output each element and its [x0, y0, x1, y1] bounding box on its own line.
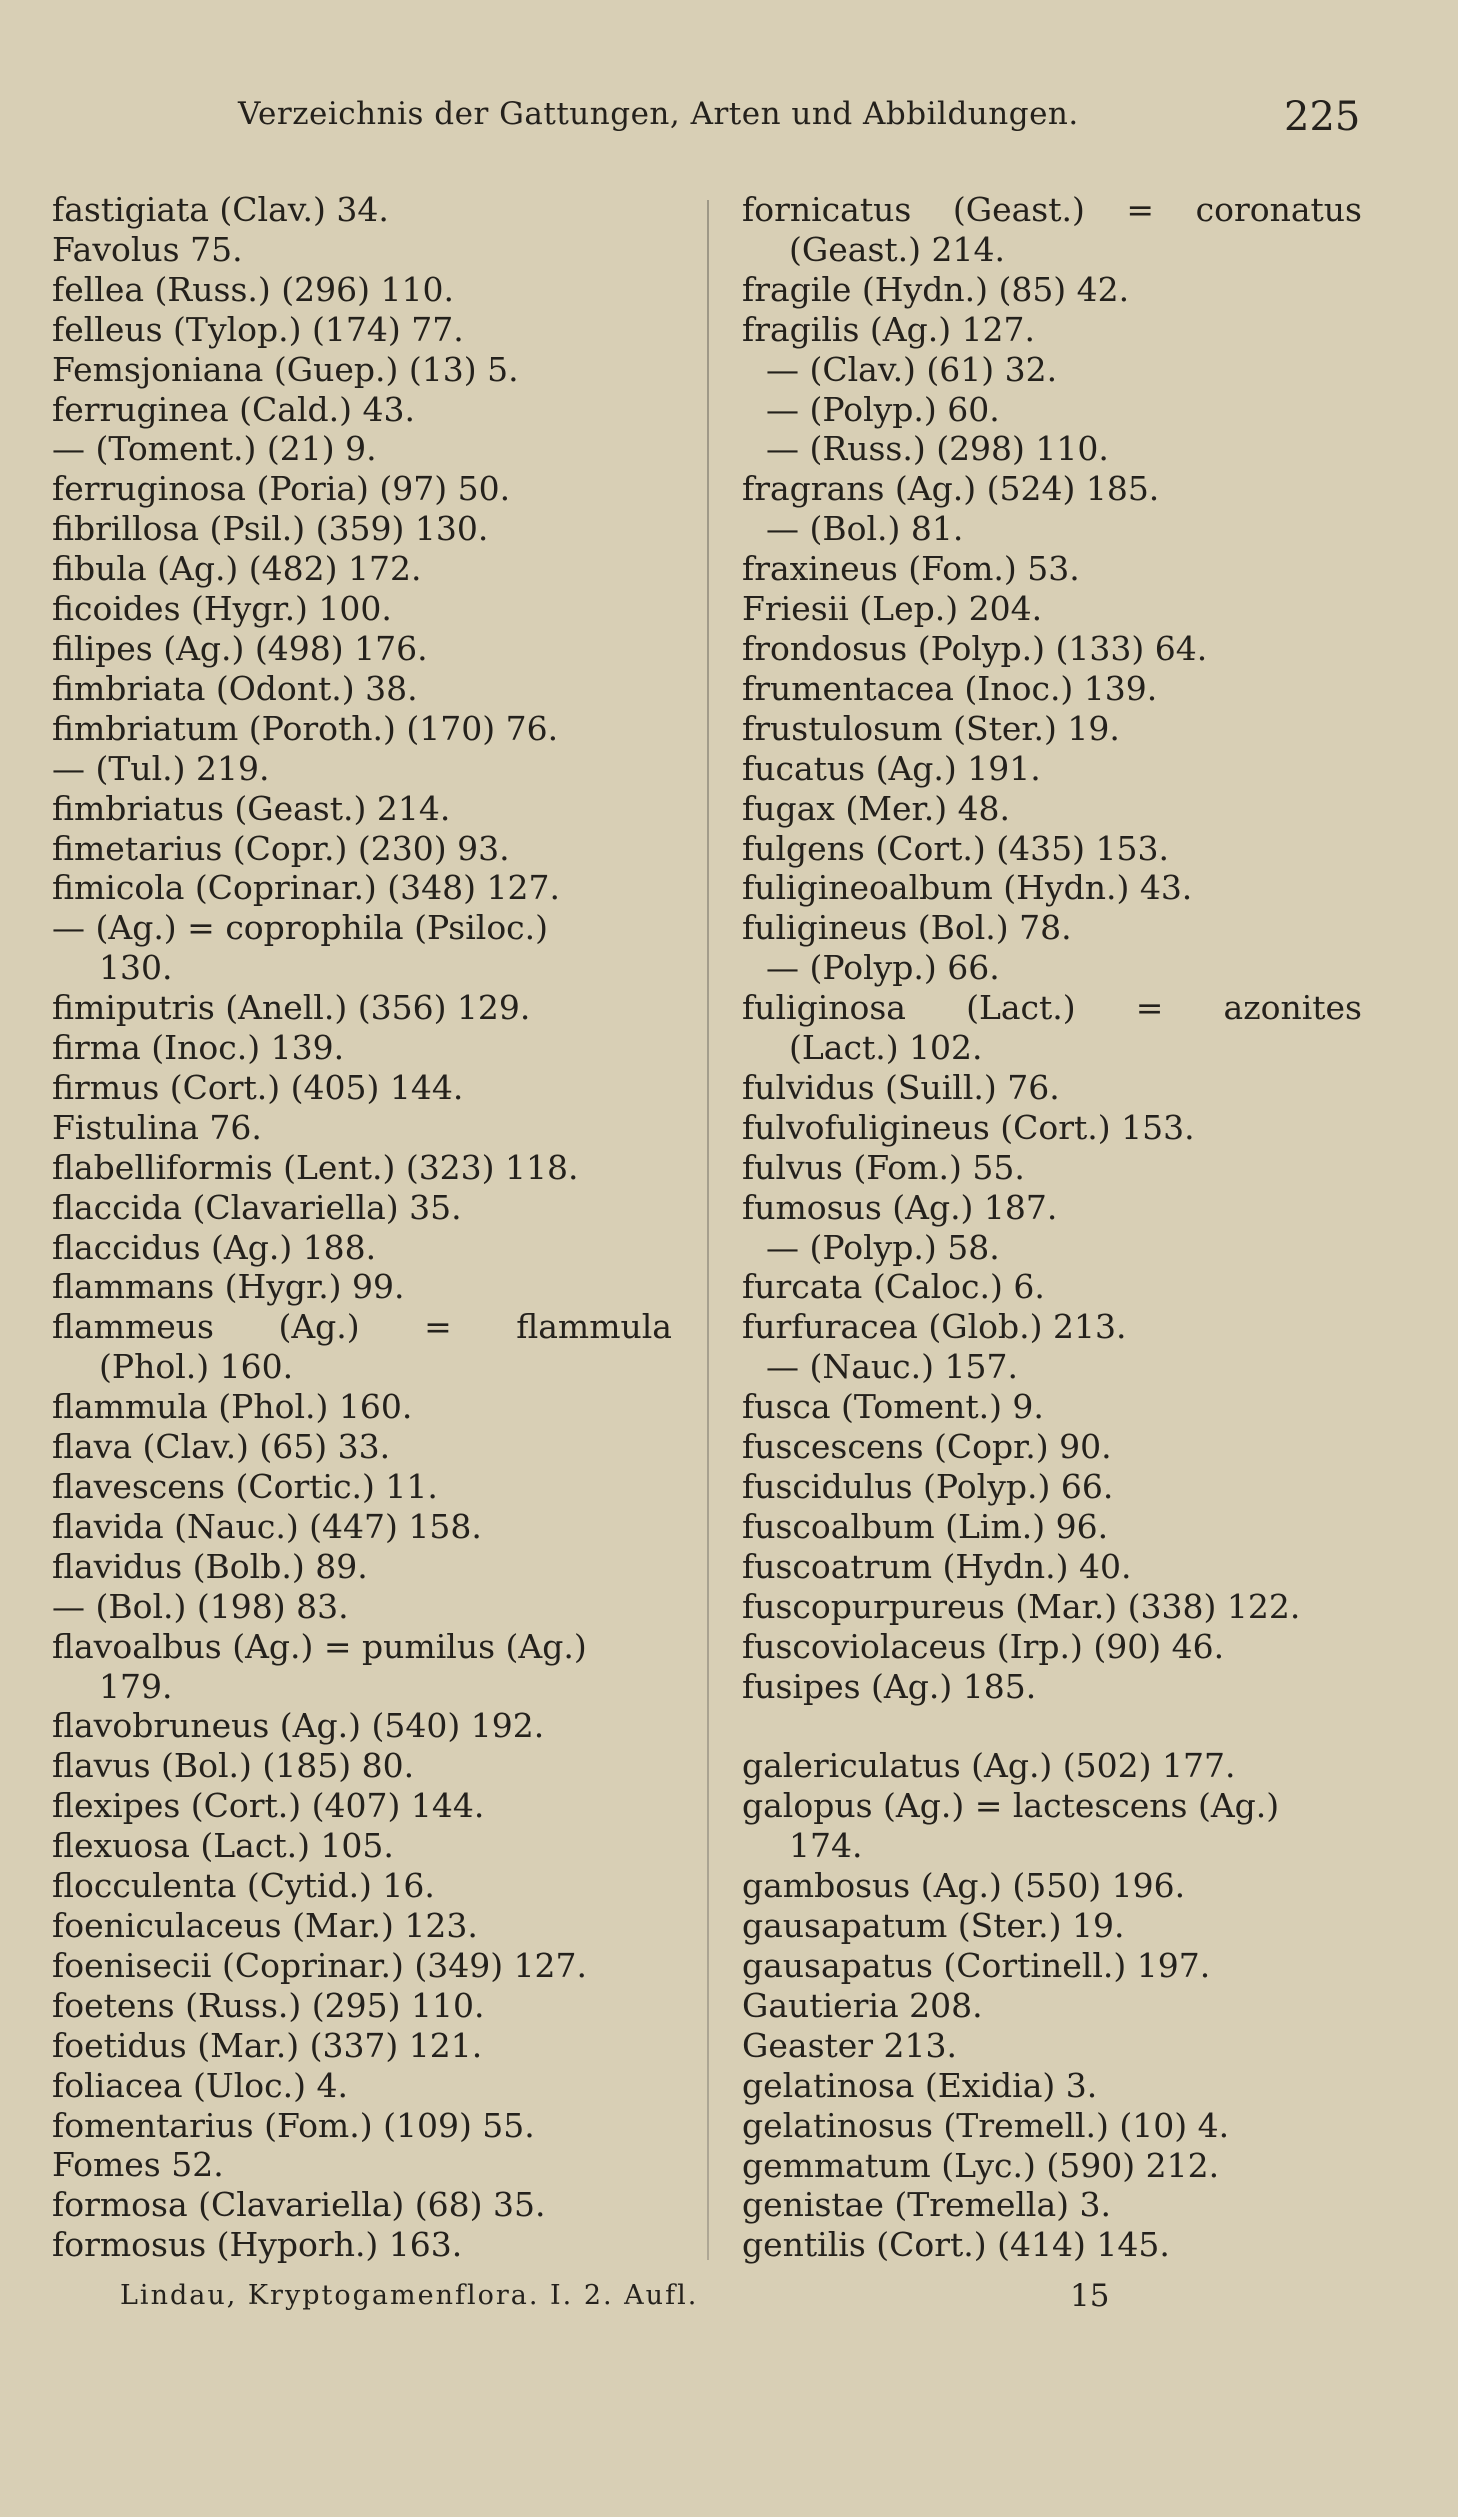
index-entry: flaccidus (Ag.) 188. [52, 1227, 377, 1267]
index-entry: ferruginea (Cald.) 43. [52, 389, 415, 429]
index-entry: flavescens (Cortic.) 11. [52, 1467, 438, 1506]
index-entry: fellea (Russ.) (296) 110. [52, 269, 454, 309]
index-column-left [52, 190, 712, 2265]
index-entry [52, 1307, 672, 1347]
index-entry: formosa (Clavariella) (68) 35. [52, 2185, 546, 2225]
index-entry-continuation: (Geast.) 214. [789, 229, 1005, 269]
index-entry: — (Bol.) 81. [766, 509, 964, 549]
index-entry: fragilis (Ag.) 127. [742, 309, 1036, 349]
signature-mark: 15 [1070, 2278, 1110, 2314]
index-entry: fuscoviolaceus (Irp.) (90) 46. [742, 1626, 1225, 1666]
index-entry-word: = [424, 1307, 452, 1347]
index-entry-continuation: 174. [789, 1826, 863, 1866]
index-entry: fibrillosa (Psil.) (359) 130. [52, 509, 489, 549]
index-entry: galericulatus (Ag.) (502) 177. [742, 1746, 1236, 1786]
index-entry: flavobruneus (Ag.) (540) 192. [52, 1706, 545, 1746]
index-entry: fastigiata (Clav.) 34. [52, 190, 389, 229]
index-entry: flavoalbus (Ag.) = pumilus (Ag.) [52, 1626, 587, 1666]
index-entry: fuscopurpureus (Mar.) (338) 122. [742, 1586, 1301, 1626]
index-entry-continuation: (Lact.) 102. [789, 1028, 983, 1068]
index-entry: fuscoatrum (Hydn.) 40. [742, 1546, 1132, 1586]
index-entry: flavus (Bol.) (185) 80. [52, 1746, 415, 1786]
index-entry: gausapatum (Ster.) 19. [742, 1906, 1125, 1946]
index-entry-word: (Lact.) [966, 988, 1076, 1028]
index-entry: foliacea (Uloc.) 4. [52, 2065, 348, 2105]
index-entry: — (Nauc.) 157. [766, 1347, 1018, 1387]
running-title: Verzeichnis der Gattungen, Arten und Abbildungen. [238, 96, 1079, 132]
index-entry: frondosus (Polyp.) (133) 64. [742, 628, 1208, 668]
index-entry: fuscoalbum (Lim.) 96. [742, 1506, 1109, 1546]
index-entry: fulvus (Fom.) 55. [742, 1147, 1025, 1187]
index-entry: fragrans (Ag.) (524) 185. [742, 469, 1160, 509]
index-entry: flexuosa (Lact.) 105. [52, 1826, 394, 1866]
index-entry: fuligineoalbum (Hydn.) 43. [742, 868, 1193, 908]
index-entry: gambosus (Ag.) (550) 196. [742, 1866, 1186, 1906]
index-entry: gentilis (Cort.) (414) 145. [742, 2225, 1170, 2265]
index-entry: fulvofuligineus (Cort.) 153. [742, 1107, 1195, 1147]
index-entry: fomentarius (Fom.) (109) 55. [52, 2105, 535, 2145]
index-entry: Femsjoniana (Guep.) (13) 5. [52, 349, 519, 389]
index-entry: firma (Inoc.) 139. [52, 1028, 345, 1068]
index-entry: ferruginosa (Poria) (97) 50. [52, 469, 511, 509]
index-entry: — (Polyp.) 60. [766, 389, 1000, 429]
index-entry-word: coronatus [1195, 190, 1362, 229]
index-entry: flocculenta (Cytid.) 16. [52, 1866, 435, 1906]
index-entry: fraxineus (Fom.) 53. [742, 549, 1080, 589]
index-entry: fucatus (Ag.) 191. [742, 748, 1041, 788]
index-entry: fuscidulus (Polyp.) 66. [742, 1467, 1114, 1506]
index-entry: felleus (Tylop.) (174) 77. [52, 309, 464, 349]
index-entry-word: (Geast.) [952, 190, 1085, 229]
index-entry: frumentacea (Inoc.) 139. [742, 668, 1158, 708]
index-entry-word: fuliginosa [742, 988, 906, 1028]
index-entry: fulvidus (Suill.) 76. [742, 1067, 1060, 1107]
index-entry: fugax (Mer.) 48. [742, 788, 1011, 828]
index-entry: gelatinosus (Tremell.) (10) 4. [742, 2105, 1230, 2145]
index-entry-word: (Ag.) [278, 1307, 360, 1347]
index-entry: furfuracea (Glob.) 213. [742, 1307, 1127, 1347]
index-entry: — (Clav.) (61) 32. [766, 349, 1058, 389]
index-entry: Fistulina 76. [52, 1107, 262, 1147]
index-entry-word: = [1135, 988, 1164, 1028]
index-entry: fragile (Hydn.) (85) 42. [742, 269, 1130, 309]
index-entry: — (Bol.) (198) 83. [52, 1586, 349, 1626]
book-reference: Lindau, Kryptogamenflora. I. 2. Aufl. [120, 2280, 699, 2311]
index-entry: foenisecii (Coprinar.) (349) 127. [52, 1945, 588, 1985]
index-entry: — (Polyp.) 66. [766, 948, 1000, 988]
index-entry: — (Ag.) = coprophila (Psiloc.) [52, 908, 549, 948]
index-entry: foetidus (Mar.) (337) 121. [52, 2025, 483, 2065]
index-entry: Geaster 213. [742, 2025, 958, 2065]
index-entry: furcata (Caloc.) 6. [742, 1267, 1045, 1307]
index-entry: frustulosum (Ster.) 19. [742, 708, 1120, 748]
index-entry: fusca (Toment.) 9. [742, 1387, 1044, 1427]
index-entry: flammula (Phol.) 160. [52, 1387, 413, 1427]
index-entry: flaccida (Clavariella) 35. [52, 1187, 462, 1227]
index-entry: fimicola (Coprinar.) (348) 127. [52, 868, 561, 908]
index-entry: fulgens (Cort.) (435) 153. [742, 828, 1169, 868]
index-entry: — (Polyp.) 58. [766, 1227, 1000, 1267]
index-entry-word: flammeus [52, 1307, 214, 1347]
index-entry: fusipes (Ag.) 185. [742, 1666, 1037, 1706]
index-entry: — (Tul.) 219. [52, 748, 270, 788]
index-entry-word: fornicatus [742, 190, 912, 229]
index-entry [742, 190, 1362, 230]
page-number: 225 [1284, 94, 1361, 140]
index-entry: flammans (Hygr.) 99. [52, 1267, 405, 1307]
index-entry-continuation: (Phol.) 160. [99, 1347, 294, 1387]
index-entry: fimetarius (Copr.) (230) 93. [52, 828, 510, 868]
index-entry: fimbriatum (Poroth.) (170) 76. [52, 708, 559, 748]
index-entry: Friesii (Lep.) 204. [742, 589, 1043, 629]
index-entry-continuation: 130. [99, 948, 173, 988]
index-entry: firmus (Cort.) (405) 144. [52, 1067, 464, 1107]
index-entry: — (Russ.) (298) 110. [766, 429, 1109, 469]
index-gap [742, 1706, 1402, 1746]
index-entry-word: = [1126, 190, 1155, 229]
index-entry: fimiputris (Anell.) (356) 129. [52, 988, 531, 1028]
index-entry: flava (Clav.) (65) 33. [52, 1427, 391, 1467]
index-entry-continuation: 179. [99, 1666, 173, 1706]
index-entry: genistae (Tremella) 3. [742, 2185, 1111, 2225]
index-entry: Favolus 75. [52, 229, 243, 269]
index-entry: fibula (Ag.) (482) 172. [52, 549, 422, 589]
index-entry-word: azonites [1223, 988, 1362, 1028]
index-entry: flavida (Nauc.) (447) 158. [52, 1506, 482, 1546]
index-entry: flavidus (Bolb.) 89. [52, 1546, 368, 1586]
index-entry: galopus (Ag.) = lactescens (Ag.) [742, 1786, 1280, 1826]
index-entry: flabelliformis (Lent.) (323) 118. [52, 1147, 579, 1187]
index-entry: Fomes 52. [52, 2145, 224, 2185]
index-column-right [742, 190, 1402, 2265]
index-entry: gelatinosa (Exidia) 3. [742, 2065, 1098, 2105]
column-divider [707, 200, 709, 2260]
index-entry: fimbriatus (Geast.) 214. [52, 788, 451, 828]
index-entry: — (Toment.) (21) 9. [52, 429, 377, 469]
index-entry: formosus (Hyporh.) 163. [52, 2225, 463, 2265]
index-entry: fuscescens (Copr.) 90. [742, 1427, 1112, 1467]
index-entry-word: flammula [516, 1307, 672, 1347]
index-entry: Gautieria 208. [742, 1985, 983, 2025]
index-entry: gausapatus (Cortinell.) 197. [742, 1945, 1211, 1985]
index-entry: ficoides (Hygr.) 100. [52, 589, 392, 629]
index-entry [742, 988, 1362, 1028]
index-entry: flexipes (Cort.) (407) 144. [52, 1786, 485, 1826]
index-entry: gemmatum (Lyc.) (590) 212. [742, 2145, 1220, 2185]
index-entry: fimbriata (Odont.) 38. [52, 668, 418, 708]
index-entry: fumosus (Ag.) 187. [742, 1187, 1058, 1227]
index-entry: foeniculaceus (Mar.) 123. [52, 1905, 478, 1945]
index-entry: filipes (Ag.) (498) 176. [52, 628, 428, 668]
index-entry: fuligineus (Bol.) 78. [742, 908, 1072, 948]
index-entry: foetens (Russ.) (295) 110. [52, 1985, 485, 2025]
